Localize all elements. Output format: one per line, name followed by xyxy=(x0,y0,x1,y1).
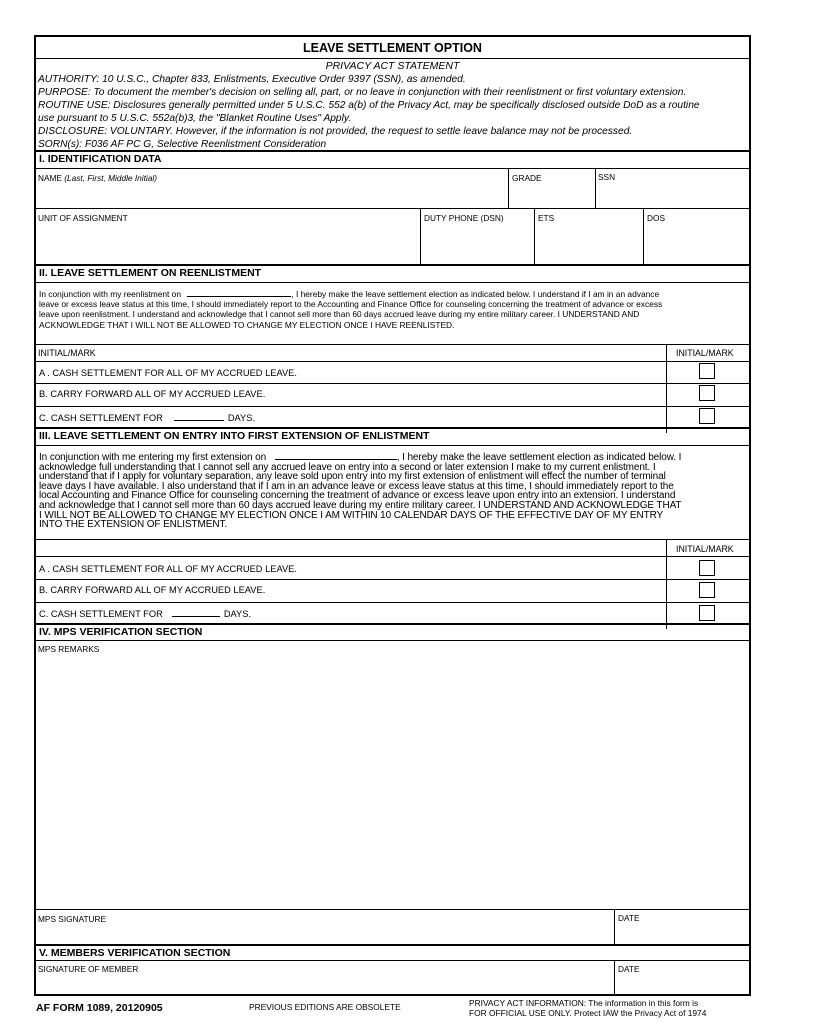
divider xyxy=(36,383,749,384)
section-1-heading: I. IDENTIFICATION DATA xyxy=(39,153,162,165)
name-label: NAME (Last, First, Middle Initial) xyxy=(38,173,157,183)
initial-mark-header: INITIAL/MARK xyxy=(676,348,734,358)
mps-signature-field[interactable] xyxy=(36,910,613,943)
mps-remarks-field[interactable] xyxy=(36,655,749,907)
divider xyxy=(36,344,749,345)
dos-label: DOS xyxy=(647,213,665,223)
duty-phone-label: DUTY PHONE (DSN) xyxy=(424,213,504,223)
form-title: LEAVE SETTLEMENT OPTION xyxy=(303,41,482,55)
divider xyxy=(36,556,749,557)
member-date-label: DATE xyxy=(618,964,640,974)
divider xyxy=(36,944,749,946)
member-date-field[interactable] xyxy=(615,961,749,994)
mps-signature-label: MPS SIGNATURE xyxy=(38,914,107,924)
option-b-label: B. CARRY FORWARD ALL OF MY ACCRUED LEAVE. xyxy=(39,585,266,595)
extension-option-b-checkbox[interactable] xyxy=(699,582,715,598)
divider xyxy=(36,640,749,641)
divider xyxy=(36,427,749,429)
initial-mark-header: INITIAL/MARK xyxy=(38,348,96,358)
unit-of-assignment-label: UNIT OF ASSIGNMENT xyxy=(38,213,128,223)
previous-editions-notice: PREVIOUS EDITIONS ARE OBSOLETE xyxy=(249,1002,401,1012)
option-a-label: A . CASH SETTLEMENT FOR ALL OF MY ACCRUED LEAVE. xyxy=(39,564,297,574)
extension-option-c-checkbox[interactable] xyxy=(699,605,715,621)
duty-phone-field[interactable] xyxy=(421,209,533,263)
mps-remarks-label: MPS REMARKS xyxy=(38,644,100,654)
member-signature-label: SIGNATURE OF MEMBER xyxy=(38,964,139,974)
extension-days-blank[interactable] xyxy=(172,616,220,617)
divider xyxy=(36,282,749,283)
privacy-notice: PRIVACY ACT INFORMATION: The information in this form is FOR OFFICIAL USE ONLY. Protect IAW the Privacy Act of 1974 xyxy=(469,998,707,1018)
grade-field[interactable] xyxy=(509,169,594,208)
divider xyxy=(36,406,749,407)
disclosure-line: DISCLOSURE: VOLUNTARY. However, if the information is not provided, the request to settle leave balance may not be processed. xyxy=(38,126,633,137)
ets-label: ETS xyxy=(538,213,555,223)
divider xyxy=(36,445,749,446)
divider xyxy=(36,623,749,625)
ets-field[interactable] xyxy=(535,209,642,263)
reenlist-option-b-checkbox[interactable] xyxy=(699,385,715,401)
initial-mark-header: INITIAL/MARK xyxy=(676,544,734,554)
privacy-act-heading: PRIVACY ACT STATEMENT xyxy=(325,60,460,72)
divider xyxy=(36,58,749,59)
dos-field[interactable] xyxy=(644,209,749,263)
extension-option-a-checkbox[interactable] xyxy=(699,560,715,576)
section-4-heading: IV. MPS VERIFICATION SECTION xyxy=(39,626,203,638)
reenlist-option-c-checkbox[interactable] xyxy=(699,408,715,424)
routine-use-line: ROUTINE USE: Disclosures generally permitted under 5 U.S.C. 552 a(b) of the Privacy Act, may be specifically disclosed outside DoD as a routine xyxy=(38,100,700,111)
purpose-line: PURPOSE: To document the member's decision on selling all, part, or no leave in conjunction with their reenlistment or first voluntary extension. xyxy=(38,87,687,98)
option-c-label: C. CASH SETTLEMENT FOR DAYS. xyxy=(39,609,252,619)
grade-label: GRADE xyxy=(512,173,542,183)
authority-line: AUTHORITY: 10 U.S.C., Chapter 833, Enlistments, Executive Order 9397 (SSN), as amended. xyxy=(38,74,466,85)
form-identifier: AF FORM 1089, 20120905 xyxy=(36,1002,163,1014)
reenlistment-statement: In conjunction with my reenlistment on , I hereby make the leave settlement election as indicated below. I understand if I am in an advance leave or excess leave status at this time, I should immediately report to the Accounting and Finance Office for counseling concerning the treatment of advance or excess leave upon reenlistment. I understand and acknowledge that I cannot sell more than 60 days accrued leave during my entire military career. I UNDERSTAND AND ACKNOWLEDGE THAT I WILL NOT BE ALLOWED TO CHANGE MY ELECTION ONCE I HAVE REENLISTED. xyxy=(39,289,663,330)
divider xyxy=(36,264,749,266)
ssn-label: SSN xyxy=(598,172,616,182)
section-2-heading: II. LEAVE SETTLEMENT ON REENLISTMENT xyxy=(39,267,262,279)
reenlist-days-blank[interactable] xyxy=(174,420,224,421)
divider xyxy=(36,539,749,540)
member-signature-field[interactable] xyxy=(36,961,613,994)
unit-of-assignment-field[interactable] xyxy=(36,209,419,263)
extension-statement: In conjunction with me entering my first extension on , I hereby make the leave settlement election as indicated below. I acknowledge full understanding that I cannot sell any accrued leave on entry into a second or later extension I make to my current enlistment. I understand that if I apply for voluntary separation, any leave sold upon entry into my first extension of enlistment will effect the number of terminal leave days I have available. I also understand that if I am in an advance leave or excess leave status at this time, I should immediately report to the local Accounting and Finance Office for counseling concerning the treatment of advance or excess leave upon entry into an extension. I understand and acknowledge that I cannot sell more than 60 days accrued leave during my entire military career. I UNDERSTAND AND ACKNOWLEDGE THAT I WILL NOT BE ALLOWED TO CHANGE MY ELECTION ONCE I AM WITHIN 10 CALENDAR DAYS OF THE EFFECTIVE DAY OF MY ENTRY INTO THE EXTENSION OF ENLISTMENT. xyxy=(39,452,682,531)
mps-date-field[interactable] xyxy=(615,910,749,943)
sorn-line: SORN(s): F036 AF PC G, Selective Reenlistment Consideration xyxy=(38,139,327,150)
reenlist-option-a-checkbox[interactable] xyxy=(699,363,715,379)
routine-use-line-2: use pursuant to 5 U.S.C. 552a(b)3, the "Blanket Routine Uses" Apply. xyxy=(38,113,352,124)
divider xyxy=(36,579,749,580)
leave-settlement-form xyxy=(34,35,751,996)
option-c-label: C. CASH SETTLEMENT FOR DAYS. xyxy=(39,413,256,423)
option-b-label: B. CARRY FORWARD ALL OF MY ACCRUED LEAVE. xyxy=(39,389,266,399)
divider xyxy=(36,602,749,603)
divider xyxy=(36,361,749,362)
divider xyxy=(36,150,749,152)
divider xyxy=(666,344,667,433)
extension-date-blank[interactable] xyxy=(275,459,397,460)
section-3-heading: III. LEAVE SETTLEMENT ON ENTRY INTO FIRST EXTENSION OF ENLISTMENT xyxy=(39,430,430,442)
section-5-heading: V. MEMBERS VERIFICATION SECTION xyxy=(39,947,231,959)
name-field[interactable] xyxy=(36,169,507,208)
ssn-field[interactable] xyxy=(596,169,749,208)
mps-date-label: DATE xyxy=(618,913,640,923)
option-a-label: A . CASH SETTLEMENT FOR ALL OF MY ACCRUED LEAVE. xyxy=(39,368,297,378)
reenlistment-date-blank[interactable] xyxy=(187,296,291,297)
divider xyxy=(666,539,667,629)
privacy-act-statement xyxy=(38,73,743,151)
